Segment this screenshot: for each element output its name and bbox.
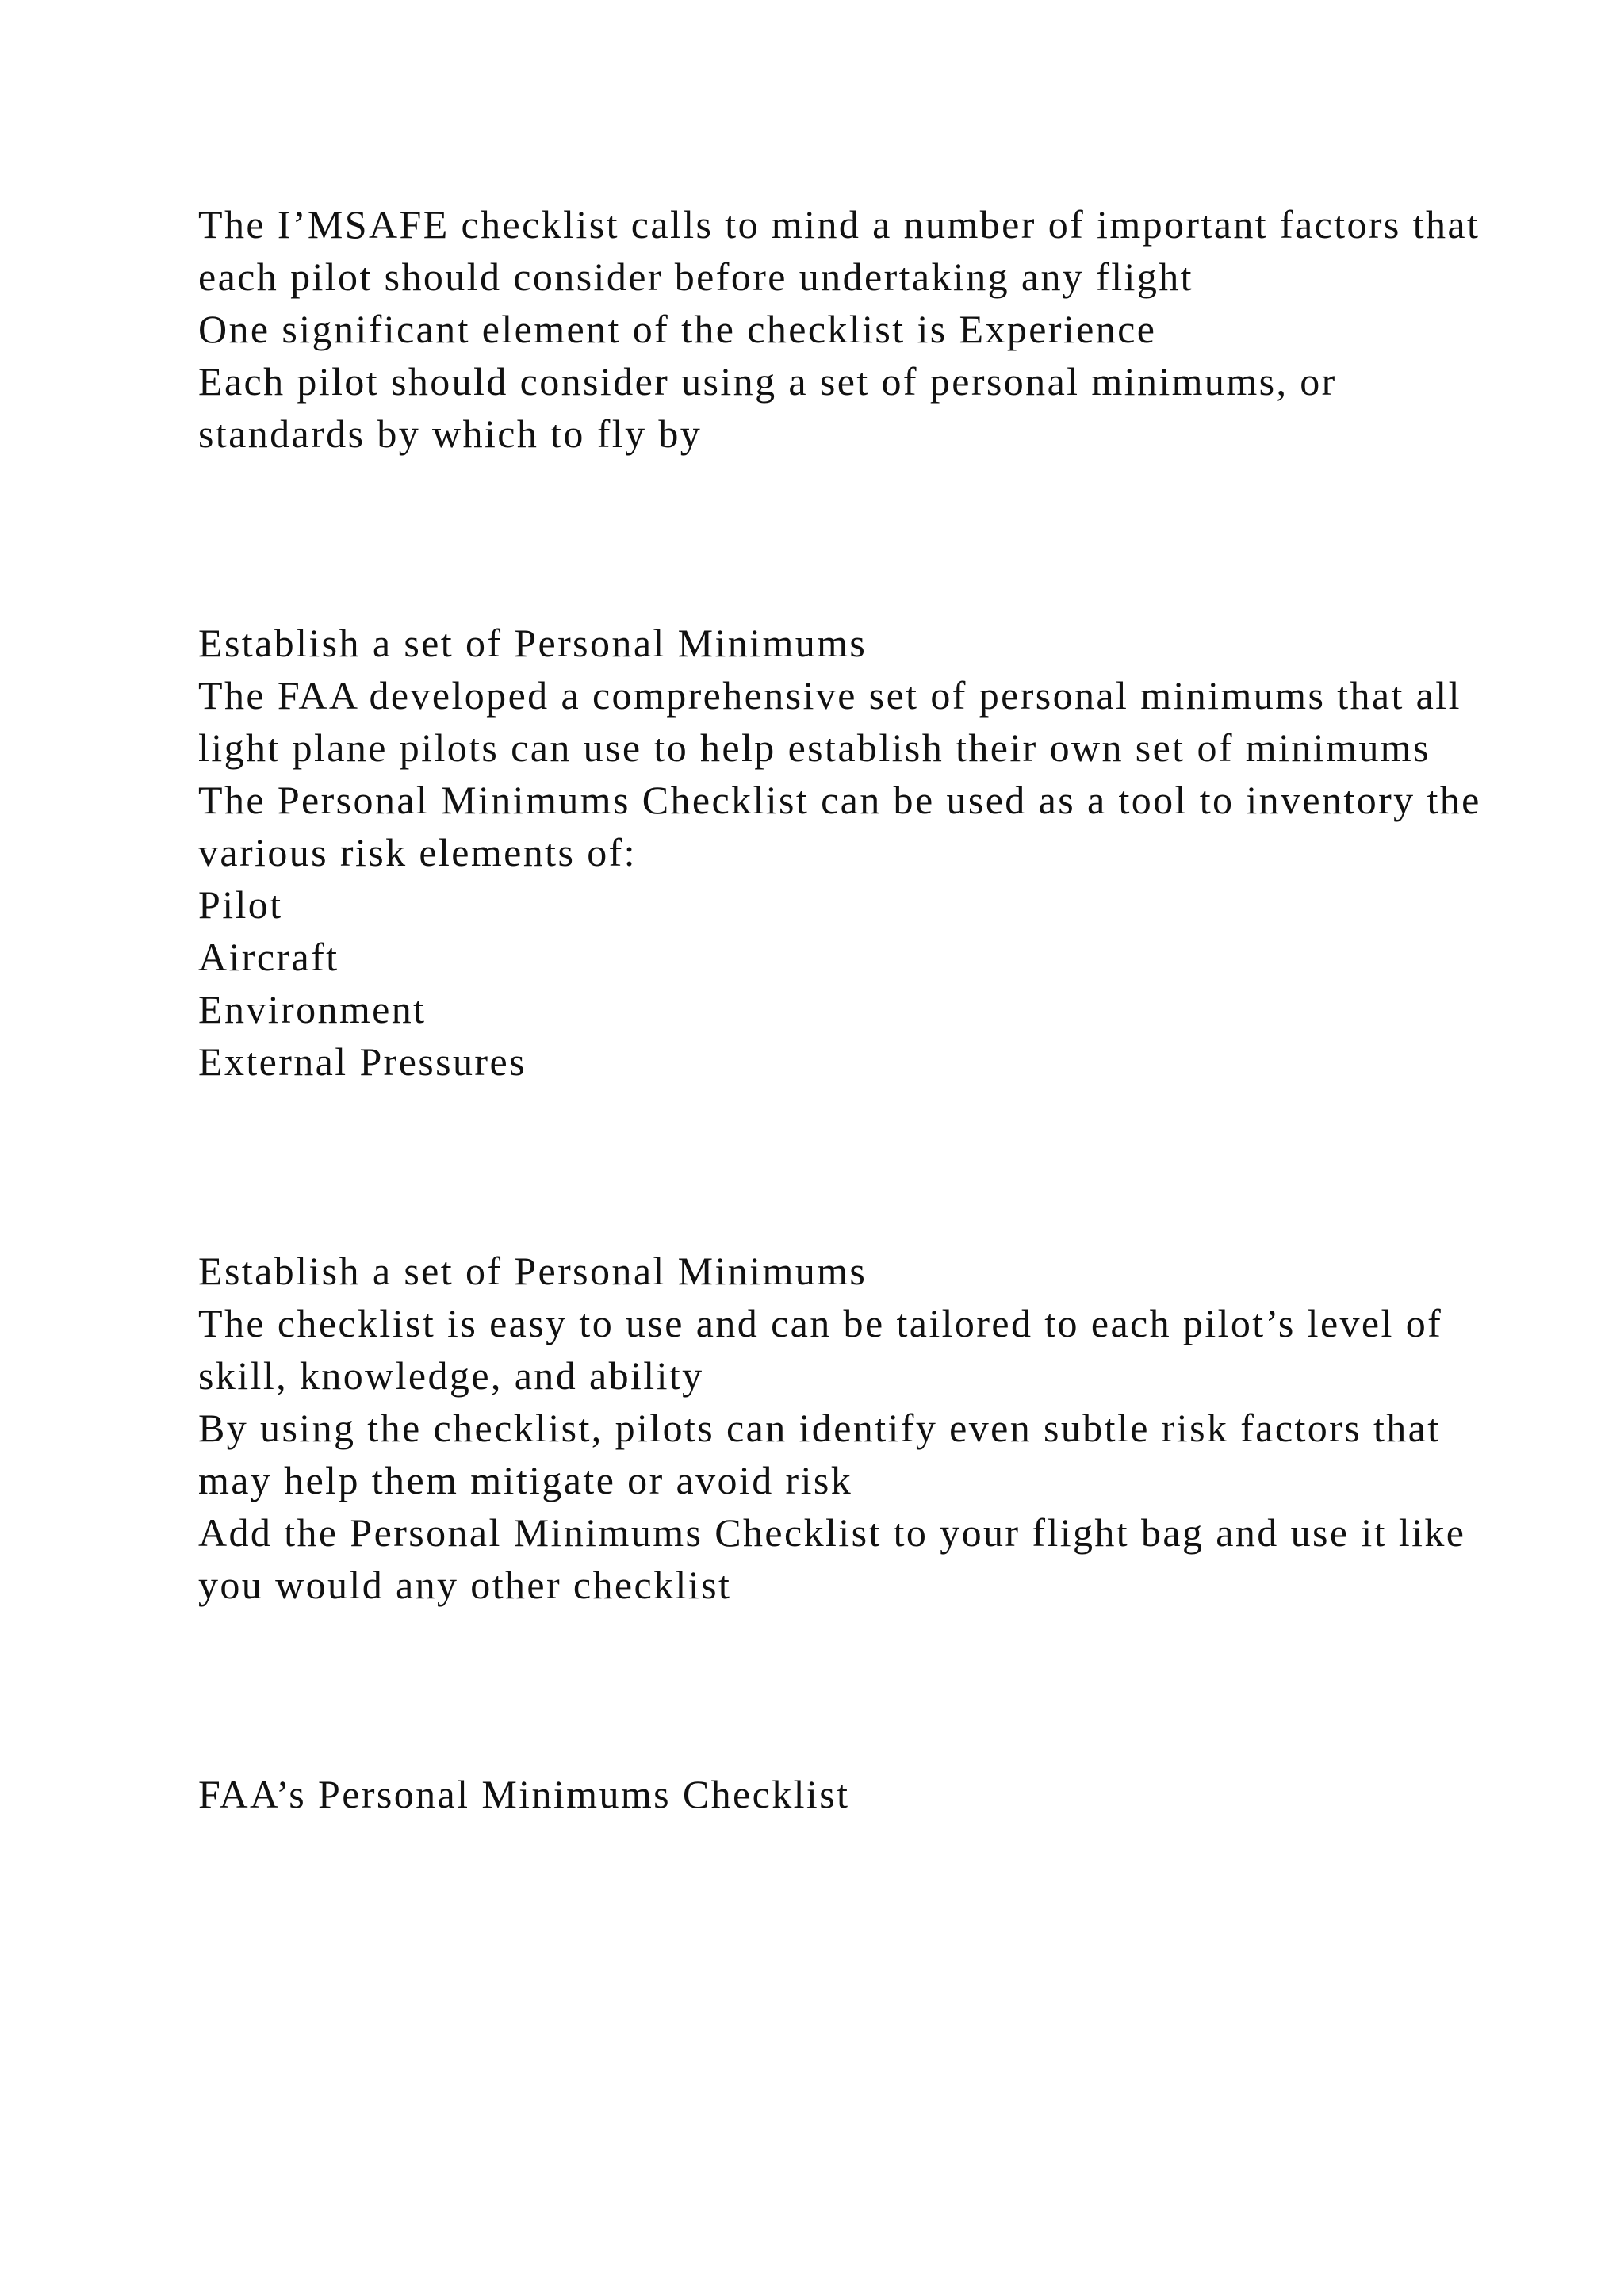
document-body bbox=[198, 198, 1507, 1820]
section-heading: FAA’s Personal Minimums Checklist bbox=[198, 1772, 850, 1816]
section-personal-minimums-2 bbox=[198, 1245, 1507, 1611]
section-gap bbox=[198, 1611, 1507, 1768]
paragraph: Add the Personal Minimums Checklist to your flight bag and use it like you would any other checklist bbox=[198, 1510, 1466, 1607]
section-imsafe bbox=[198, 198, 1507, 460]
paragraph: The checklist is easy to use and can be tailored to each pilot’s level of skill, knowledge, and ability bbox=[198, 1301, 1443, 1398]
list-item: External Pressures bbox=[198, 1039, 527, 1084]
section-gap bbox=[198, 460, 1507, 617]
section-heading: Establish a set of Personal Minimums bbox=[198, 621, 868, 665]
paragraph: The I’MSAFE checklist calls to mind a number of important factors that each pilot should consider before undertaking any flight bbox=[198, 202, 1480, 299]
section-heading: Establish a set of Personal Minimums bbox=[198, 1249, 868, 1293]
list-item: Environment bbox=[198, 987, 427, 1031]
paragraph: One significant element of the checklist is Experience bbox=[198, 307, 1157, 351]
list-item: Pilot bbox=[198, 882, 283, 927]
section-personal-minimums-1 bbox=[198, 617, 1507, 1088]
paragraph: The FAA developed a comprehensive set of personal minimums that all light plane pilots can use to help establish their own set of minimums bbox=[198, 673, 1461, 770]
paragraph: By using the checklist, pilots can identify even subtle risk factors that may help them mitigate or avoid risk bbox=[198, 1406, 1441, 1502]
paragraph: Each pilot should consider using a set of personal minimums, or standards by which to fly by bbox=[198, 359, 1337, 456]
list-item: Aircraft bbox=[198, 935, 339, 979]
section-faa-checklist bbox=[198, 1768, 1507, 1820]
paragraph: The Personal Minimums Checklist can be used as a tool to inventory the various risk elements of: bbox=[198, 778, 1481, 874]
section-gap bbox=[198, 1088, 1507, 1245]
